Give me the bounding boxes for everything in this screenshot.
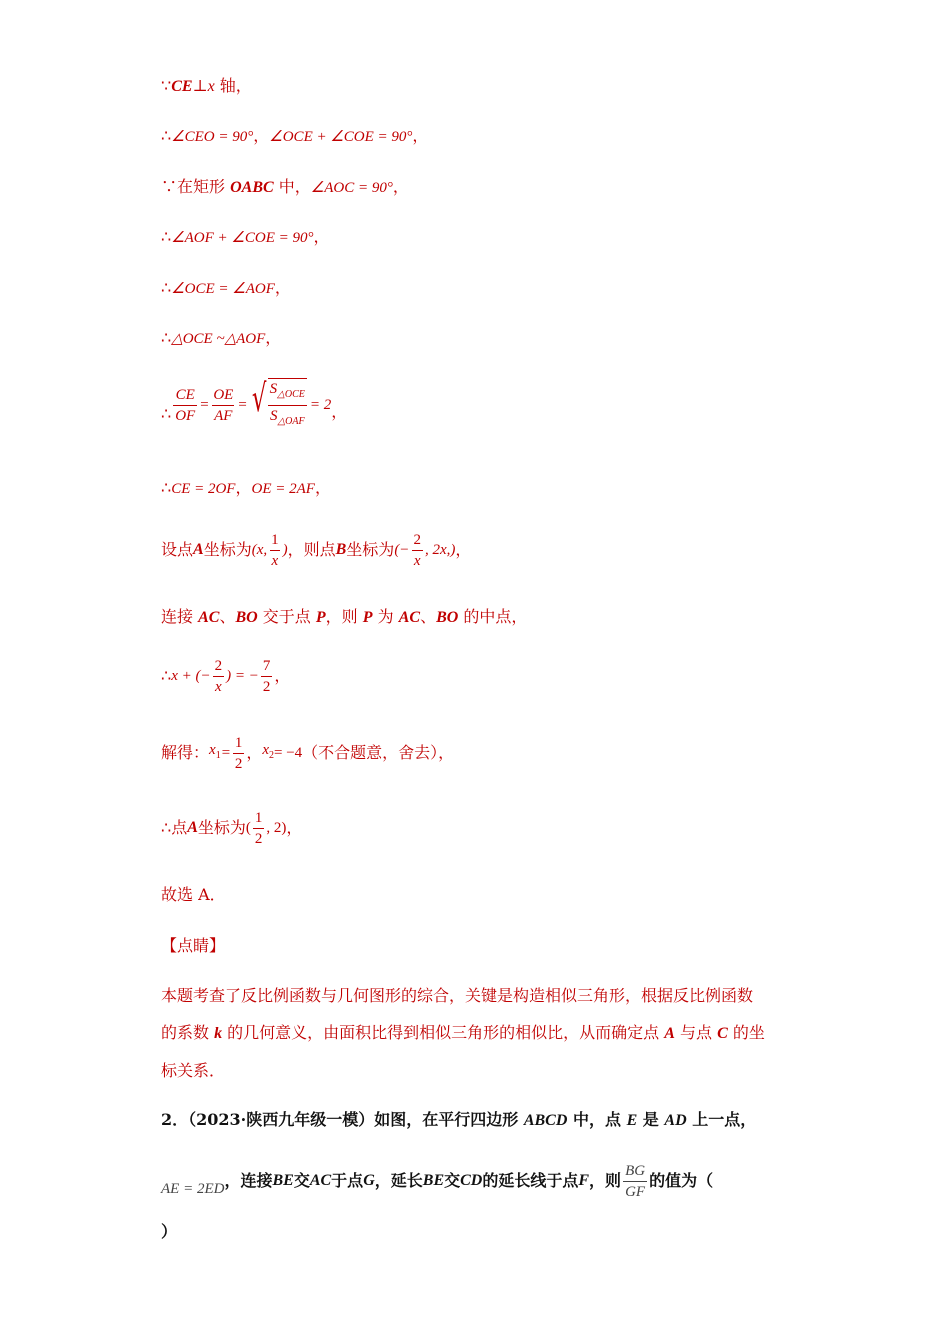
equation-similar: △OCE ~△AOF xyxy=(171,331,266,347)
solution-line-1 xyxy=(161,76,252,97)
line-end: ， xyxy=(412,126,429,145)
question-source: （2023·陕西九年级一模） xyxy=(188,1110,375,1129)
line-end: ， xyxy=(392,177,409,196)
fraction-area-ratio xyxy=(268,379,307,432)
question-text-2: 中，点 xyxy=(567,1110,627,1129)
perp-symbol: ⊥ xyxy=(192,76,208,95)
solution-line-7 xyxy=(161,376,348,430)
equation-ae-2ed: AE = 2ED xyxy=(161,1181,225,1197)
question-text: ，连接 xyxy=(224,1171,273,1190)
line-1-text: 轴， xyxy=(214,76,252,95)
therefore-symbol: ∴ xyxy=(161,278,172,297)
fraction-numerator: 2 xyxy=(413,531,421,548)
parallelogram-abcd: ABCD xyxy=(523,1112,568,1129)
equation-angle-equal: ∠OCE = ∠AOF xyxy=(171,281,275,297)
therefore-symbol: ∴ xyxy=(161,126,172,145)
segment-be-2: BE xyxy=(422,1172,445,1189)
solution-line-11 xyxy=(161,654,290,698)
line-9-text-3: ，则点 xyxy=(287,540,336,559)
therefore-symbol: ∴ xyxy=(161,227,172,246)
comment-text-3: 与点 xyxy=(674,1023,718,1042)
solution-line-2 xyxy=(161,126,428,147)
segment-bo: BO xyxy=(235,609,258,626)
line-end: ， xyxy=(274,666,291,685)
question-text: 如图，在平行四边形 xyxy=(374,1110,524,1129)
coord-open: ( xyxy=(245,820,251,836)
question-text-6: 的延长线于点 xyxy=(482,1171,579,1190)
segment-cd: CD xyxy=(460,1172,483,1189)
coord-open-b: (− xyxy=(394,542,410,558)
question-number: 2． xyxy=(161,1110,189,1129)
fraction-numerator: OE xyxy=(213,386,234,403)
point-c: C xyxy=(717,1025,728,1042)
equation-oe-2af: OE = 2AF xyxy=(251,481,315,497)
line-3-text: 在矩形 xyxy=(177,177,231,196)
separator: ， xyxy=(253,126,270,145)
separator: ， xyxy=(246,743,263,762)
line-end: ， xyxy=(455,540,472,559)
area-s: S xyxy=(269,381,278,397)
equals-neg-four: = −4 xyxy=(274,745,303,761)
point-a: A xyxy=(664,1025,675,1042)
segment-ac: AC xyxy=(198,609,220,626)
line-9-text: 设点 xyxy=(161,540,194,559)
fraction-denominator: 2 xyxy=(261,676,273,697)
fraction-ce-of xyxy=(173,385,197,426)
line-12-text: 解得： xyxy=(161,743,210,762)
equation-angle-aoc: ∠AOC = 90° xyxy=(310,180,393,196)
point-a: A xyxy=(193,541,204,558)
solution-line-10 xyxy=(161,607,527,628)
segment-be: BE xyxy=(272,1172,294,1189)
var-x1 xyxy=(209,740,221,766)
segment-ac: AC xyxy=(309,1172,332,1189)
coefficient-k: k xyxy=(214,1025,223,1042)
because-symbol: ∵ xyxy=(161,177,178,196)
rect-oabc: OABC xyxy=(230,179,274,196)
var-x: x xyxy=(209,742,216,758)
equation-angle-sum: ∠OCE + ∠COE = 90° xyxy=(269,129,413,145)
question-text-2: 交 xyxy=(293,1171,310,1190)
segment-bo-2: BO xyxy=(436,609,459,626)
separator: ， xyxy=(235,478,252,497)
subscript-2: 2 xyxy=(269,750,274,761)
solution-line-4 xyxy=(161,227,330,248)
solution-line-5 xyxy=(161,278,291,299)
fraction-bg-gf xyxy=(623,1161,647,1202)
coord-close: , 2) xyxy=(266,820,287,836)
fraction-seven-halves xyxy=(261,656,273,697)
equals-sign: = xyxy=(199,397,210,413)
fraction-denominator: AF xyxy=(212,405,234,426)
comment-text-2: 的几何意义，由面积比得到相似三角形的相似比，从而确定点 xyxy=(222,1023,665,1042)
question-text-5: 交 xyxy=(444,1171,461,1190)
subscript-1: 1 xyxy=(215,750,221,761)
line-9-text-4: 坐标为 xyxy=(346,540,395,559)
line-9-text-2: 坐标为 xyxy=(203,540,252,559)
area-subscript-oaf: △OAF xyxy=(277,416,305,427)
square-root xyxy=(247,378,306,432)
answer-choice: 故选 A． xyxy=(161,885,226,904)
fraction-one-half xyxy=(233,733,245,774)
fraction-numerator: CE xyxy=(175,386,195,403)
solution-line-13 xyxy=(161,806,302,850)
comment-heading: 【点睛】 xyxy=(161,936,226,955)
fraction-numerator: 1 xyxy=(234,734,243,751)
fraction-denominator: x xyxy=(412,550,423,571)
coord-open: (x, xyxy=(251,542,268,558)
point-b: B xyxy=(335,541,347,558)
question-text-3: 是 xyxy=(637,1110,665,1129)
line-end: ， xyxy=(286,818,303,837)
fraction-denominator: GF xyxy=(623,1181,647,1202)
line-3-text-2: 中， xyxy=(273,177,311,196)
therefore-symbol: ∴ xyxy=(161,666,172,685)
question-line-3: ） xyxy=(161,1222,178,1241)
fraction-denominator: 2 xyxy=(233,753,245,774)
line-10-text-5: 的中点， xyxy=(458,607,528,626)
therefore-symbol: ∴ xyxy=(161,818,172,837)
solution-line-8 xyxy=(161,478,331,499)
fraction-numerator: 1 xyxy=(254,809,263,826)
question-line-1 xyxy=(161,1110,756,1131)
var-x: x xyxy=(262,742,269,758)
equation-prefix: x + (− xyxy=(171,668,211,684)
line-12-text-2: （不合题意，舍去）， xyxy=(302,743,455,762)
question-text-4: 上一点， xyxy=(686,1110,757,1129)
coord-close: ) xyxy=(282,542,288,558)
equals-sign: = xyxy=(220,745,231,761)
comment-text: 的系数 xyxy=(161,1023,215,1042)
fraction-oe-af xyxy=(211,385,235,426)
therefore-symbol: ∴ xyxy=(161,478,172,497)
fraction-numerator: 2 xyxy=(214,657,223,674)
axis-x: x xyxy=(207,78,215,95)
fraction-denominator: x xyxy=(270,550,281,571)
comment-line-2 xyxy=(161,1023,765,1044)
point-p-2: P xyxy=(362,609,373,626)
equation-middle: ) = − xyxy=(226,668,259,684)
fraction-numerator: BG xyxy=(625,1162,646,1179)
enum-comma-2: 、 xyxy=(420,607,437,626)
line-end: ， xyxy=(313,227,330,246)
point-g: G xyxy=(363,1172,375,1189)
fraction-numerator: 1 xyxy=(271,531,279,548)
radical-sign: √ xyxy=(252,376,267,420)
line-10-text-3: ，则 xyxy=(325,607,363,626)
coord-close-b: , 2x,) xyxy=(424,542,456,558)
comment-text-4: 的坐 xyxy=(727,1023,765,1042)
line-10-text-4: 为 xyxy=(372,607,399,626)
equation-angle-aof-sum: ∠AOF + ∠COE = 90° xyxy=(171,230,314,246)
solution-line-6 xyxy=(161,328,281,349)
therefore-symbol: ∴ xyxy=(161,404,172,423)
solution-line-3 xyxy=(161,177,409,198)
line-13-text-2: 坐标为 xyxy=(197,818,246,837)
fraction-denominator: x xyxy=(213,676,224,697)
equation-angle-ceo: ∠CEO = 90° xyxy=(171,129,254,145)
point-a: A xyxy=(187,819,198,836)
var-x2 xyxy=(262,740,274,766)
comment-line-1: 本题考查了反比例函数与几何图形的综合，关键是构造相似三角形，根据反比例函数 xyxy=(161,986,754,1005)
line-end: ， xyxy=(265,328,282,347)
fraction-denominator: OF xyxy=(173,405,197,426)
line-end: ， xyxy=(314,478,331,497)
point-e: E xyxy=(626,1112,638,1129)
equals-two: = 2 xyxy=(309,397,332,413)
segment-ac-2: AC xyxy=(398,609,421,626)
fraction-one-half xyxy=(253,808,265,849)
question-text-8: 的值为（ xyxy=(649,1171,714,1190)
fraction-denominator: 2 xyxy=(253,828,265,849)
line-10-text: 连接 xyxy=(161,607,199,626)
question-line-2 xyxy=(161,1158,713,1204)
line-10-text-2: 交于点 xyxy=(257,607,316,626)
comment-line-3: 标关系． xyxy=(161,1061,226,1080)
line-end: ， xyxy=(331,402,348,421)
question-text-7: ，则 xyxy=(589,1171,622,1190)
segment-ce: CE xyxy=(171,78,193,95)
area-s: S xyxy=(269,408,278,424)
therefore-symbol: ∴ xyxy=(161,328,172,347)
point-f: F xyxy=(578,1172,590,1189)
solution-line-9 xyxy=(161,528,471,572)
enum-comma: 、 xyxy=(219,607,236,626)
point-p: P xyxy=(315,609,326,626)
line-13-text: 点 xyxy=(171,818,188,837)
because-symbol: ∵ xyxy=(161,76,172,95)
question-text-3: 于点 xyxy=(331,1171,364,1190)
equals-sign: = xyxy=(237,397,248,413)
solution-line-12 xyxy=(161,731,454,775)
fraction-two-over-x xyxy=(213,656,225,697)
area-subscript-ocе: △OCE xyxy=(277,389,305,400)
equation-ce-2of: CE = 2OF xyxy=(171,481,236,497)
question-text-4: ，延长 xyxy=(374,1171,423,1190)
segment-ad: AD xyxy=(664,1112,687,1129)
fraction-two-over-x xyxy=(411,530,423,571)
fraction-numerator: 7 xyxy=(262,657,271,674)
fraction-one-over-x xyxy=(269,530,281,571)
line-end: ， xyxy=(274,278,291,297)
